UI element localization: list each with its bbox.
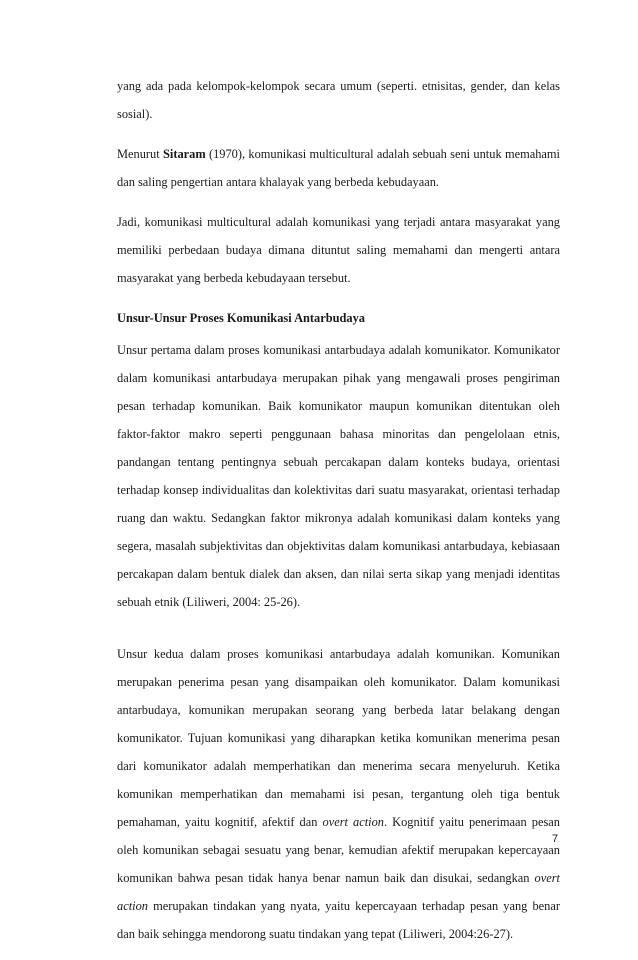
author-name-sitaram: Sitaram bbox=[162, 147, 206, 161]
paragraph-conclusion: Jadi, komunikasi multicultural adalah komunikasi yang terjadi antara masyarakat yang memiliki perbedaan budaya dimana dituntut saling memahami dan mengerti antara masyarakat yang berbeda kebudayaan tersebut. bbox=[117, 215, 560, 285]
paragraph-sitaram-after: (1970), komunikasi multicultural adalah sebuah seni untuk memahami dan saling pengertian antara khalayak yang berbeda kebudayaan. bbox=[117, 147, 560, 189]
paragraph-komunikan-part3: merupakan tindakan yang nyata, yaitu kepercayaan terhadap pesan yang benar dan baik sehingga mendorong suatu tindakan yang tepat (Liliweri, 2004:26-27). bbox=[117, 899, 560, 941]
section-heading: Unsur-Unsur Proses Komunikasi Antarbudaya bbox=[117, 311, 365, 325]
paragraph-sitaram-before: Menurut bbox=[117, 147, 163, 161]
paragraph-sitaram bbox=[117, 140, 560, 196]
page-body bbox=[117, 72, 560, 960]
paragraph-komunikan bbox=[117, 640, 560, 948]
page-number: 7 bbox=[552, 833, 559, 845]
paragraph-continuation: yang ada pada kelompok-kelompok secara umum (seperti. etnisitas, gender, dan kelas sosial). bbox=[117, 79, 560, 121]
term-overt-action: overt action bbox=[117, 871, 560, 913]
term-overt-action: overt action bbox=[322, 815, 384, 829]
paragraph-komunikan-part2: . Kognitif yaitu penerimaan pesan oleh komunikan sebagai sesuatu yang benar, kemudian afektif merupakan kepercayaan komunikan bahwa pesan tidak hanya benar namun baik dan disukai, sedangkan bbox=[117, 815, 561, 885]
paragraph-komunikan-part1: Unsur kedua dalam proses komunikasi antarbudaya adalah komunikan. Komunikan merupakan penerima pesan yang disampaikan oleh komunikator. Dalam komunikasi antarbudaya, komunikan merupakan seorang yang berbeda latar belakang dengan komunikator. Tujuan komunikasi yang diharapkan ketika komunikan menerima pesan dari komunikator adalah memperhatikan dan menerima secara menyeluruh. Ketika komunikan memperhatikan dan memahami isi pesan, tergantung oleh tiga bentuk pemahaman, yaitu kognitif, afektif dan bbox=[117, 647, 560, 829]
paragraph-komunikator: Unsur pertama dalam proses komunikasi antarbudaya adalah komunikator. Komunikator dalam komunikasi antarbudaya merupakan pihak yang mengawali proses pengiriman pesan terhadap komunikan. Baik komunikator maupun komunikan ditentukan oleh faktor-faktor makro seperti penggunaan bahasa minoritas dan pengelolaan etnis, pandangan tentang pentingnya sebuah percakapan dalam konteks budaya, orientasi terhadap konsep individualitas dan kolektivitas dari suatu masyarakat, orientasi terhadap ruang dan waktu. Sedangkan faktor mikronya adalah komunikasi dalam konteks yang segera, masalah subjektivitas dan objektivitas dalam komunikasi antarbudaya, kebiasaan percakapan dalam bentuk dialek dan aksen, dan nilai serta sikap yang menjadi identitas sebuah etnik (Liliweri, 2004: 25-26). bbox=[117, 343, 560, 609]
